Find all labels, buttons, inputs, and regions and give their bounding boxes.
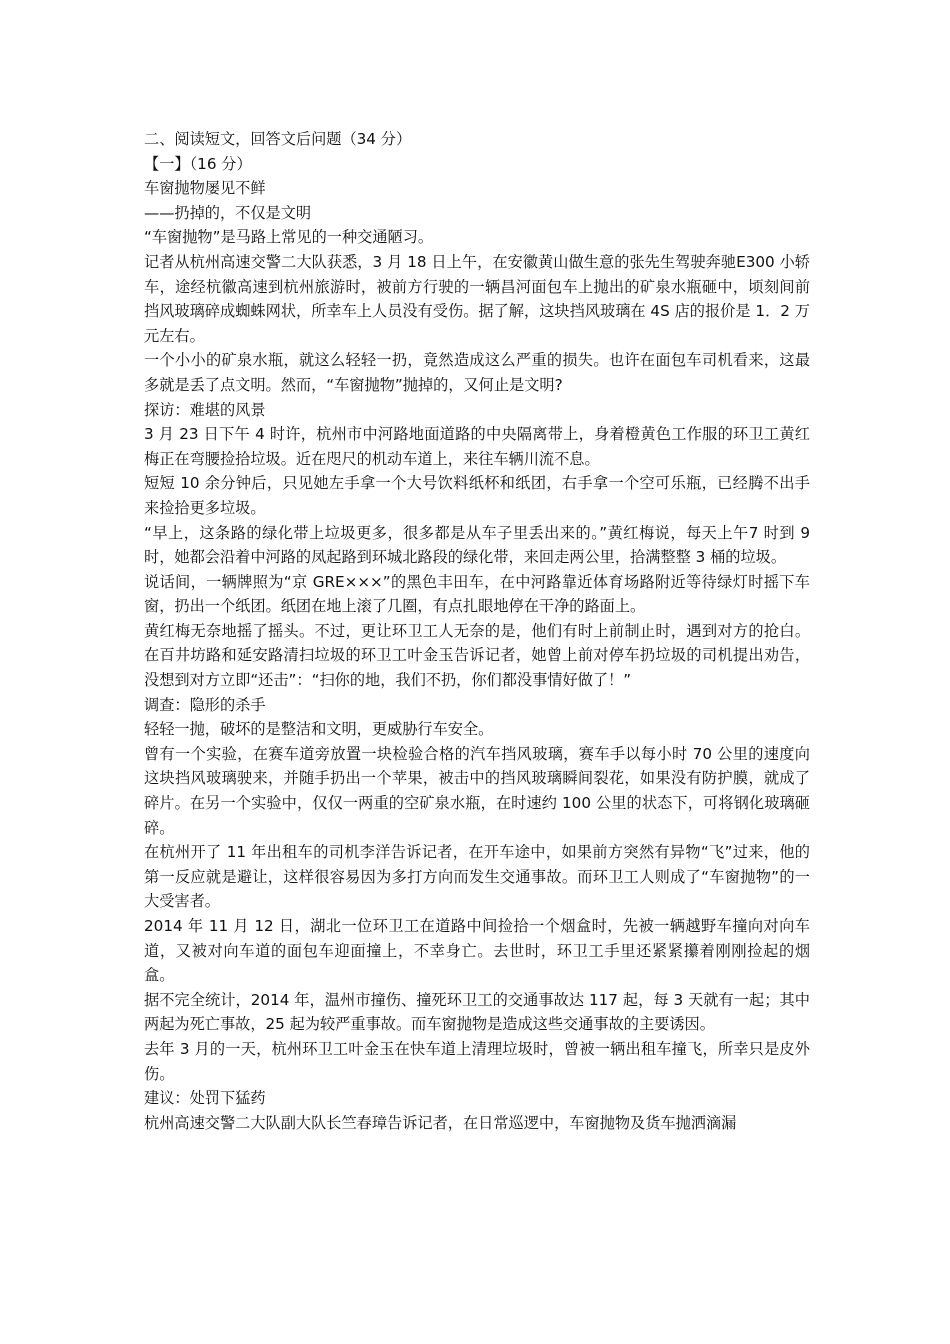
paragraph-intro: “车窗抛物”是马路上常见的一种交通陋习。 [144,228,434,247]
paragraph-visit-retort: 黄红梅无奈地摇了摇头。不过，更让环卫工人无奈的是，他们有时上前制止时，遇到对方的抢白。在百井坊路和延安路清扫垃圾的环卫工叶金玉告诉记者，她曾上前对停车扔垃圾的司机提出劝告，没想到对方立即“还击”：“扫你的地，我们不扔，你们都没事情好做了！” [144,621,810,690]
paragraph-visit-scene: 3 月 23 日下午 4 时许，杭州市中河路地面道路的中央隔离带上，身着橙黄色工作服的环卫工黄红梅正在弯腰捡拾垃圾。近在咫尺的机动车道上，来往车辆川流不息。 [144,425,810,468]
paragraph-visit-quote: “早上，这条路的绿化带上垃圾更多，很多都是从车子里丢出来的。”黄红梅说，每天上午7 时到 9 时，她都会沿着中河路的凤起路到环城北路段的绿化带，来回走两公里，拾满整整 3 桶的垃圾。 [144,523,810,567]
section-heading: 二、阅读短文，回答文后问题（34 分） [144,130,412,148]
paragraph-visit-hands: 短短 10 余分钟后，只见她左手拿一个大号饮料纸杯和纸团，右手拿一个空可乐瓶，已经腾不出手来捡拾更多垃圾。 [144,474,810,517]
subheading-suggestion: 建议：处罚下猛药 [144,1089,266,1108]
paragraph-taxi-driver: 在杭州开了 11 年出租车的司机李洋告诉记者，在开车途中，如果前方突然有异物“飞”过来，他的第一反应就是避让，这样很容易因为多打方向而发生交通事故。而环卫工人则成了“车窗抛物”的一大受害者。 [144,843,810,911]
article-subtitle: ——扔掉的，不仅是文明 [144,203,312,222]
paragraph-suggestion: 杭州高速交警二大队副大队长竺春璋告诉记者，在日常巡逻中，车窗抛物及货车抛洒滴漏 [144,1113,737,1132]
paragraph-investigation-intro: 轻轻一抛，破坏的是整洁和文明，更威胁行车安全。 [144,720,494,739]
paragraph-last-march: 去年 3 月的一天，杭州环卫工叶金玉在快车道上清理垃圾时，曾被一辆出租车撞飞，所幸只是皮外伤。 [144,1039,810,1083]
paragraph-experiment: 曾有一个实验，在赛车道旁放置一块检验合格的汽车挡风玻璃，赛车手以每小时 70 公里的速度向这块挡风玻璃驶来，并随手扔出一个苹果，被击中的挡风玻璃瞬间裂花，如果没有防护膜，就成了碎片。在另一个实验中，仅仅一两重的空矿泉水瓶，在时速约 100 公里的状态下，可将钢化玻璃砸碎。 [144,744,810,837]
paragraph-visit-car: 说话间，一辆牌照为“京 GRE×××”的黑色丰田车，在中河路靠近体育场路附近等待绿灯时摇下车窗，扔出一个纸团。纸团在地上滚了几圈，有点扎眼地停在干净的路面上。 [144,572,810,616]
subheading-investigation: 调查：隐形的杀手 [144,695,266,714]
paragraph-loss: 一个小小的矿泉水瓶，就这么轻轻一扔，竟然造成这么严重的损失。也许在面包车司机看来，这最多就是丢了点文明。然而，“车窗抛物”抛掉的，又何止是文明? [144,351,810,394]
part-label: 【一】（16 分） [144,154,252,173]
paragraph-hubei-accident: 2014 年 11 月 12 日，湖北一位环卫工在道路中间捡拾一个烟盒时，先被一辆越野车撞向对向车道，又被对向车道的面包车迎面撞上，不幸身亡。去世时，环卫工手里还紧紧攥着刚刚捡起的烟盒。 [144,917,810,985]
paragraph-statistics: 据不完全统计，2014 年，温州市撞伤、撞死环卫工的交通事故达 117 起，每 3 天就有一起；其中两起为死亡事故，25 起为较严重事故。而车窗抛物是造成这些交通事故的主要诱因。 [144,990,810,1034]
subheading-visit: 探访：难堪的风景 [144,400,266,419]
article-title: 车窗抛物屡见不鲜 [144,179,266,198]
paragraph-incident: 记者从杭州高速交警二大队获悉，3 月 18 日上午，在安徽黄山做生意的张先生驾驶奔驰E300 小轿车，途经杭徽高速到杭州旅游时，被前方行驶的一辆昌河面包车上抛出的矿泉水瓶砸中，顷刻间前挡风玻璃碎成蜘蛛网状，所幸车上人员没有受伤。据了解，这块挡风玻璃在 4S 店的报价是 1．2 万元左右。 [144,252,810,345]
document-page [144,127,810,1135]
